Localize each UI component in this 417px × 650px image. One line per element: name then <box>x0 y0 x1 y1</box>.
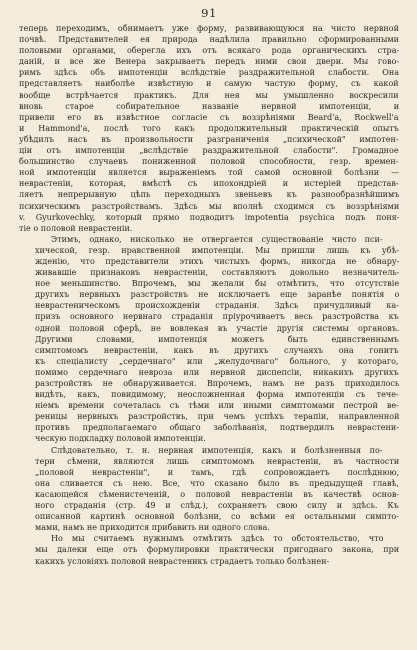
text-line: римъ здѣсь объ импотенціи вслѣдствіе раздражительной слабости. Она <box>19 68 399 78</box>
text-line: видѣть, какъ, повидимому, неосложненная форма импотенціи съ тече- <box>35 390 399 400</box>
text-line: привели его въ извѣстное согласіе съ воззрѣніями Beard'а, Rockwell'а <box>19 112 399 122</box>
text-line: живавшіе признаковъ неврастеніи, составляютъ довольно незначитель- <box>35 268 399 278</box>
body-text <box>19 23 399 567</box>
text-line: и Hammond'а, послѣ того какъ продолжительный практическій опытъ <box>19 123 399 133</box>
page-number: 91 <box>201 6 217 20</box>
text-line: ніемъ времени сочеталась съ тѣми или иными симптомами пестрой ве- <box>35 401 399 411</box>
text-line: симптомомъ неврастеніи, какъ въ другихъ случаяхъ она гонитъ <box>35 345 399 355</box>
text-line: тери сѣмени, являются лишь симптомомъ неврастеніи, въ частности <box>35 456 399 466</box>
text-line: противъ предполагаемаго общаго заболѣванія, подтвердилъ неврастени- <box>35 423 399 433</box>
text-line: вновь старое собирательное названіе нервной импотенціи, и <box>19 101 399 111</box>
text-line: другихъ нервныхъ разстройствъ не исключаетъ еще заранѣе понятія о <box>35 290 399 300</box>
paragraph <box>19 23 399 234</box>
text-line: жденію, что представители этихъ чистыхъ формъ, никогда не обнару- <box>35 256 399 266</box>
paragraph <box>19 533 399 566</box>
text-line: даній, и все же Венера закрываетъ передъ ними свои двери. Мы гово- <box>19 57 399 67</box>
text-line: ляетъ непрерывную цѣпь переходныхъ звеньевъ къ разнообразнѣйшимъ <box>19 190 399 200</box>
text-line: касающейся сѣменистеченій, о половой неврастеніи въ качествѣ основ- <box>35 489 399 499</box>
text-line: ной импотенціи является выраженіемъ той самой основной болѣзни — <box>19 168 399 178</box>
text-line: она сливается съ нею. Все, что сказано было въ предыдущей главѣ, <box>35 478 399 488</box>
paragraph <box>19 445 399 534</box>
text-line: психическимъ разстройствамъ. Здѣсь мы вполнѣ сходимся съ воззрѣніями <box>19 201 399 211</box>
text-line: къ спеціалисту „сердечнаго" или „желудочнаго" больного, у котораго, <box>35 356 399 366</box>
text-line: убѣдилъ насъ въ произвольности разграниченія „психической" импотен- <box>19 134 399 144</box>
text-line: Этимъ, однако, нисколько не отвергается существованіе чисто пси- <box>51 234 383 244</box>
text-line: ческую подкладку половой импотенціи. <box>35 434 206 444</box>
text-line: половыми органами, оберегла ихъ отъ всякаго рода органическихъ стра- <box>19 46 399 56</box>
paragraph <box>19 234 399 445</box>
text-line: одной половой сферѣ, не вовлекая въ участіе другія системы органовъ. <box>35 323 399 333</box>
text-line: тіе о половой неврастеніи. <box>19 223 133 233</box>
text-line: реницы нервныхъ разстройствъ, при чемъ успѣхъ терапіи, направленной <box>35 412 399 422</box>
text-line: какихъ условіяхъ половой неврастеникъ страдаетъ только болѣзнен- <box>35 556 330 566</box>
text-line: неврастеніи, которая, вмѣстѣ съ ипохондріей и истеріей представ- <box>19 179 399 189</box>
text-line: неврастеническомъ происхожденіи страданія. Здѣсь причудливый ка- <box>35 301 399 311</box>
text-line: Но мы считаемъ нужнымъ отмѣтить здѣсь то обстоятельство, что <box>51 534 384 544</box>
text-line: описанной картинѣ основной болѣзни, со всѣми ея остальными симпто- <box>35 512 399 522</box>
text-line: мами, намъ не приходится прибавить ни одного слова. <box>35 523 270 533</box>
text-line: призъ основного нервнаго страданія пріурочиваетъ весь разстройства къ <box>35 312 399 322</box>
text-line: вообще встрѣчается практикъ. Для нея мы умышленно воскресили <box>19 90 399 100</box>
text-line: „половой неврастеніи", и тамъ, гдѣ сопровождаетъ послѣднюю, <box>35 467 399 477</box>
text-line: хической, гезр. нравственной импотенціи. Мы пришли лишь къ убѣ- <box>35 245 399 255</box>
text-line: Другими словами, импотенція можетъ быть единственнымъ <box>35 334 399 344</box>
text-line: помимо сердечнаго невроза или нервной диспепсіи, никакихъ другихъ <box>35 367 399 377</box>
text-line: теперь переходимъ, обнимаетъ уже форму, развивающуюся на чисто нервной <box>19 24 399 33</box>
text-line: ное меньшинство. Впрочемъ, мы желали бы отмѣтить, что отсутствіе <box>35 279 399 289</box>
text-line: v. Gyurkovechky, который прямо подводитъ impotentia psychica подъ поня- <box>19 212 399 222</box>
text-line: большинство случаевъ пониженной половой способности, гезр. времен- <box>19 157 399 167</box>
text-line: представляетъ наиболѣе извѣстную и самую частую форму, съ какой <box>19 79 399 89</box>
text-line: разстройствъ не обнаруживается. Впрочемъ, намъ не разъ приходилось <box>35 379 399 388</box>
text-line: мы далеки еще отъ формулировки практически пригоднаго закона, при <box>35 545 399 555</box>
text-line: ціи отъ импотенціи „вслѣдствіе раздражительной слабости". Громадное <box>19 146 399 156</box>
text-line: ного страданія (стр. 49 и слѣд.), сохраняетъ свою силу и здѣсь. Къ <box>35 501 399 511</box>
text-line: почвѣ. Представителей ея природа надѣлила правильно сформированными <box>19 35 399 45</box>
text-line: Слѣдовательно, т. н. нервная импотенція, какъ и болѣзненныя по- <box>51 445 383 455</box>
